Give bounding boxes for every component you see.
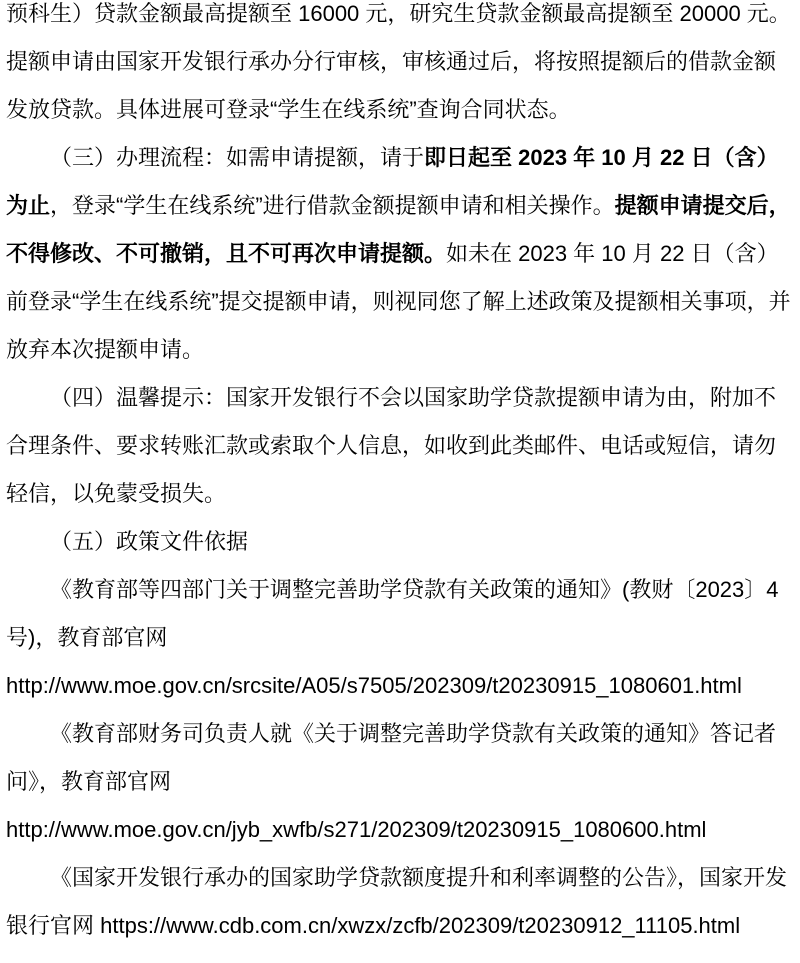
text-run: 《教育部等四部门关于调整完善助学贷款有关政策的通知》(教财〔2023〕4 号)，教育部官网 (6, 577, 779, 650)
text-run: ，登录“学生在线系统”进行借款金额提额申请和相关操作。 (50, 193, 615, 218)
text-run: （五）政策文件依据 (50, 529, 249, 554)
text-run: （三）办理流程：如需申请提额，请于 (50, 145, 425, 170)
paragraph-policy-doc-1 (6, 566, 792, 710)
text-run: 如未在 2023 年 10 月 22 日（含）前登录“学生在线系统”提交提额申请，则视同您了解上述政策及提额相关事项，并放弃本次提额申请。 (6, 241, 791, 362)
bold-text-run: 即日起至 2023 年 10 月 22 日（含）为止 (6, 145, 779, 218)
url-text: https://www.cdb.com.cn/xwzx/zcfb/202309/t20230912_11105.html (100, 913, 741, 938)
bold-text-run: 提额申请提交后，不得修改、不可撤销，且不可再次申请提额。 (6, 193, 791, 266)
text-run: 预科生）贷款金额最高提额至 16000 元，研究生贷款金额最高提额至 20000 元。提额申请由国家开发银行承办分行审核，审核通过后，将按照提额后的借款金额发放贷款。具体进展可登录“学生在线系统”查询合同状态。 (6, 1, 791, 122)
paragraph-application-process (6, 134, 792, 374)
paragraph-policy-basis-heading (6, 518, 792, 566)
text-run: 《国家开发银行承办的国家助学贷款额度提升和利率调整的公告》，国家开发银行官网 (6, 865, 788, 938)
url-text: http://www.moe.gov.cn/jyb_xwfb/s271/202309/t20230915_1080600.html (6, 817, 707, 842)
paragraph-warm-reminder (6, 374, 792, 518)
paragraph-policy-doc-3 (6, 854, 792, 950)
paragraph-policy-doc-2 (6, 710, 792, 854)
paragraph-loan-amounts (6, 0, 792, 134)
url-text: http://www.moe.gov.cn/srcsite/A05/s7505/202309/t20230915_1080601.html (6, 673, 742, 698)
text-run: 《教育部财务司负责人就《关于调整完善助学贷款有关政策的通知》答记者问》，教育部官网 (6, 721, 777, 794)
text-run: （四）温馨提示：国家开发银行不会以国家助学贷款提额申请为由，附加不合理条件、要求转账汇款或索取个人信息，如收到此类邮件、电话或短信，请勿轻信，以免蒙受损失。 (6, 385, 777, 506)
